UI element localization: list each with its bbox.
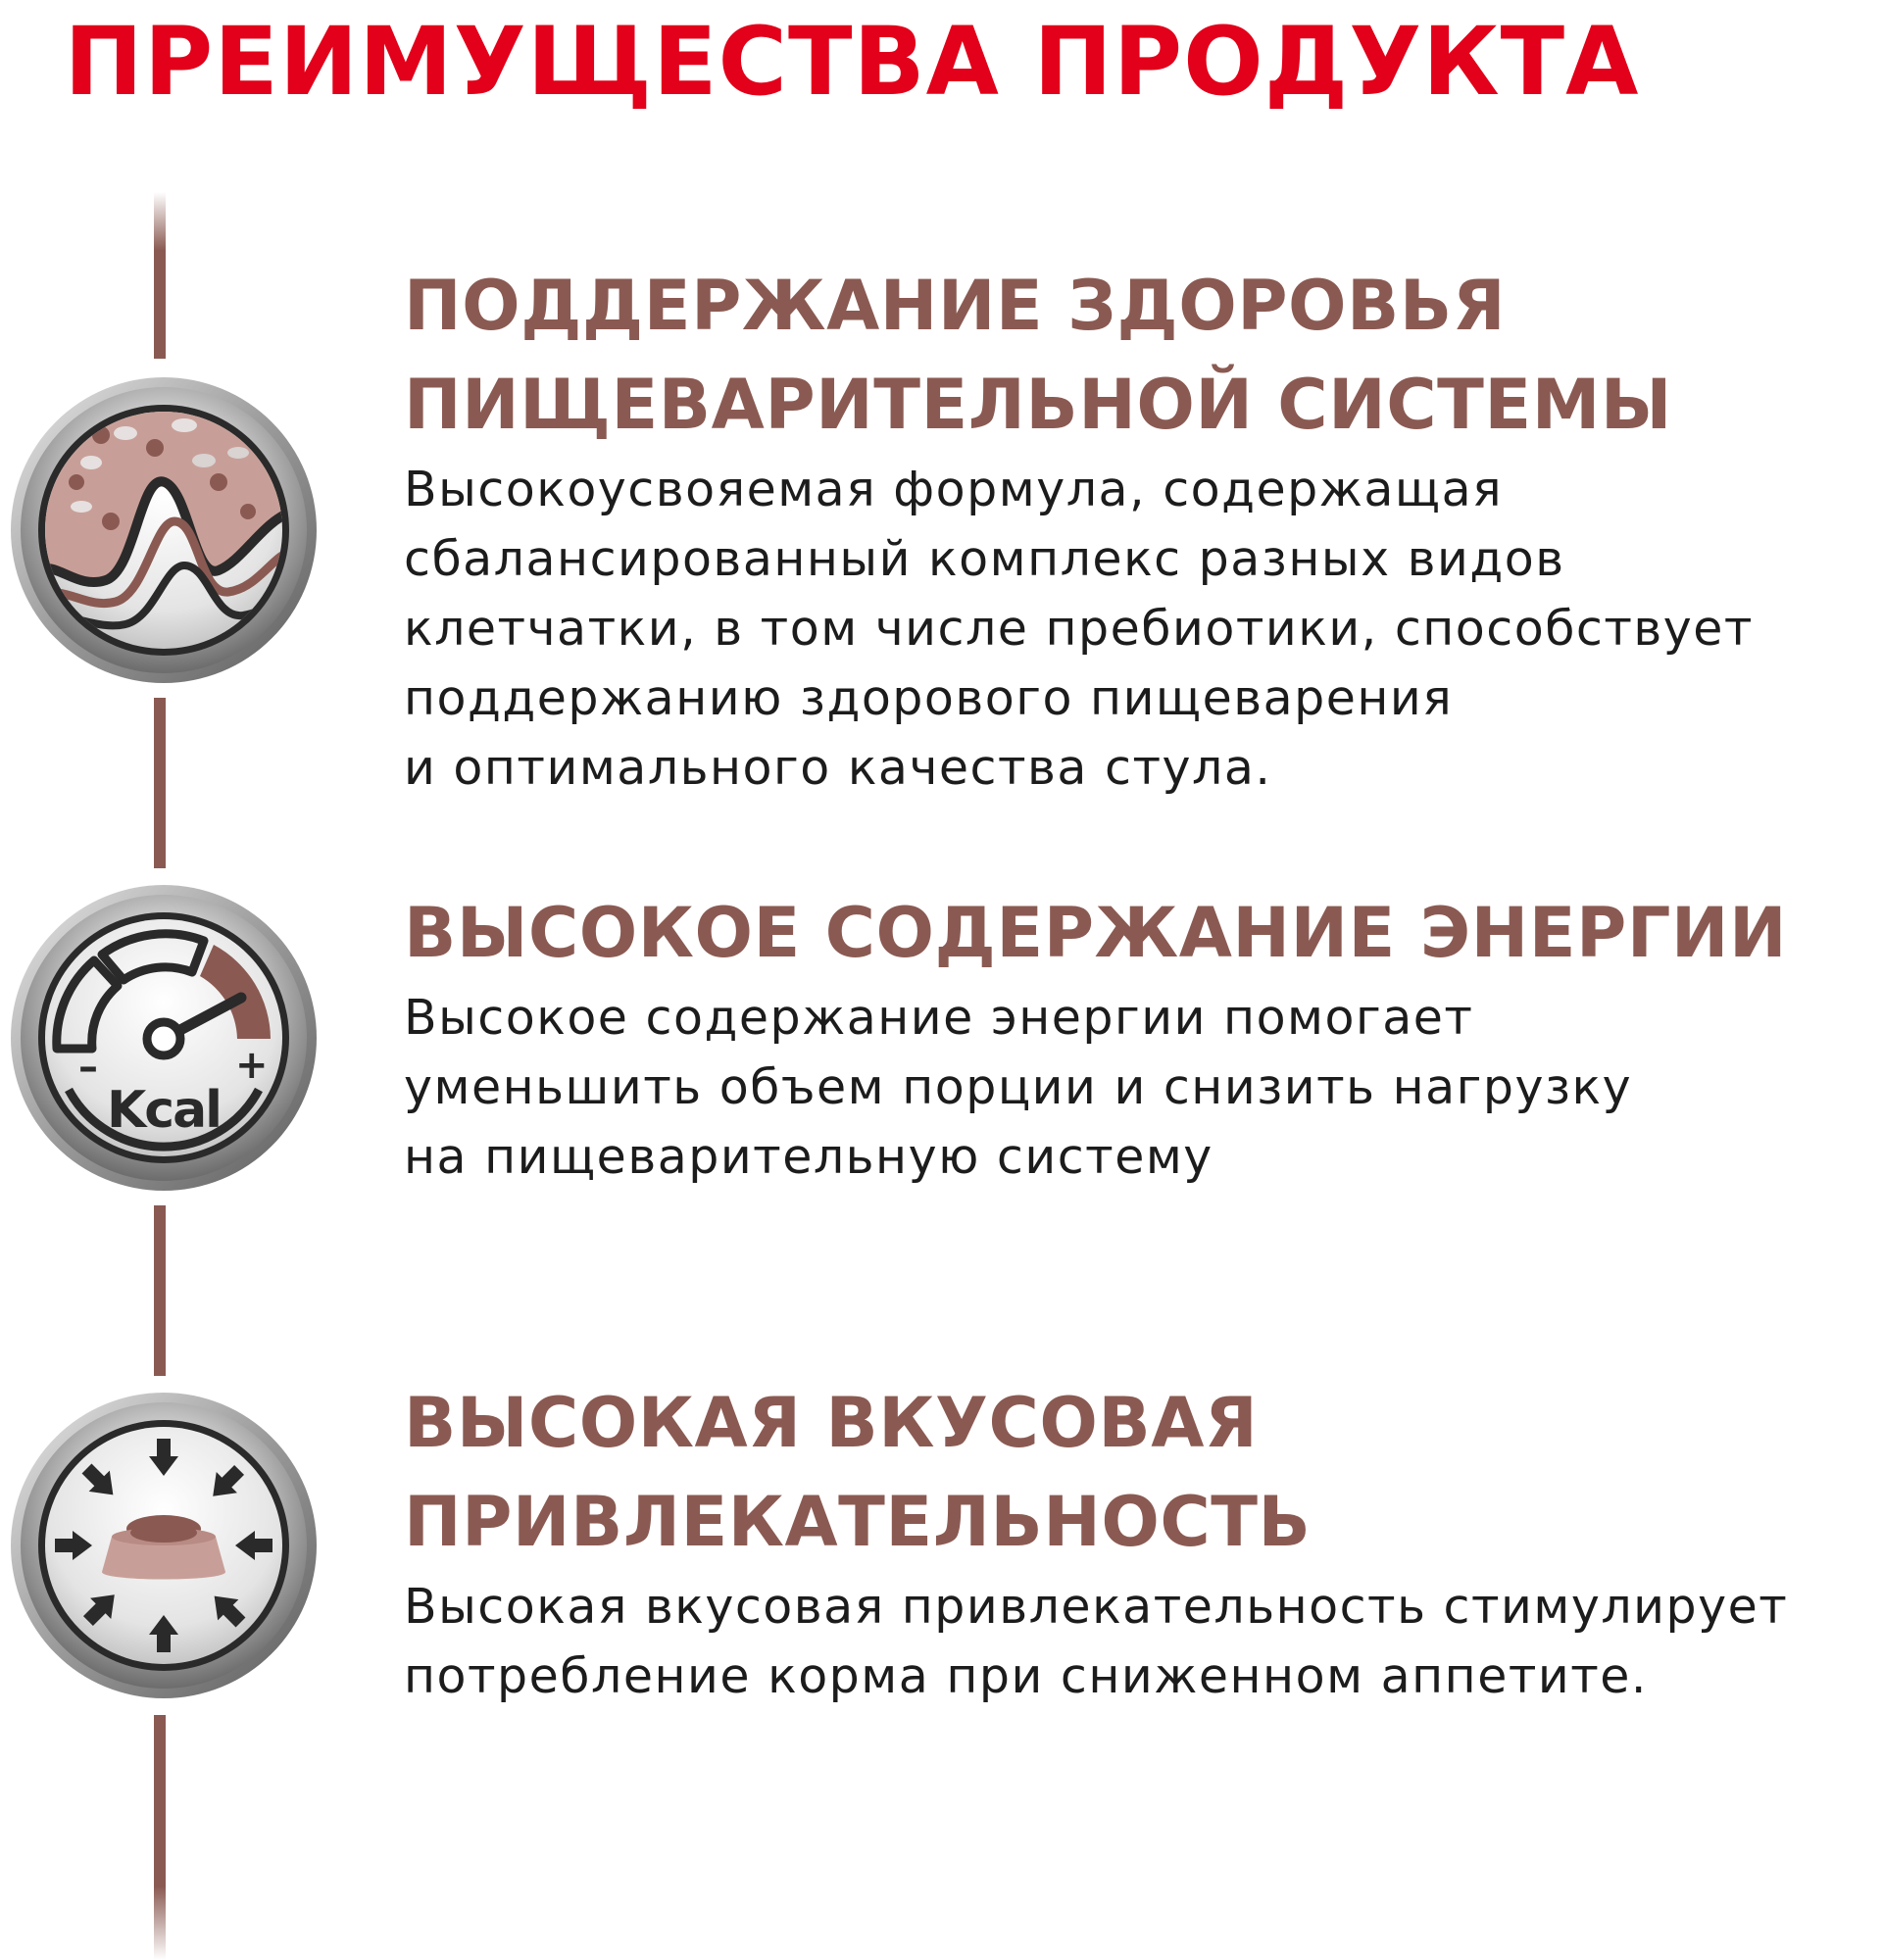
- benefit-description: Высокая вкусовая привлекательность стимулирует потребление корма при сниженном аппетите.: [404, 1579, 1789, 1704]
- gauge-minus-label: –: [78, 1045, 98, 1090]
- kcal-gauge-icon: [8, 882, 320, 1194]
- food-bowl-arrows-icon: [8, 1390, 320, 1701]
- timeline-line-segment: [154, 1205, 166, 1376]
- benefit-palatability: [404, 1374, 1855, 1711]
- timeline-line-top: [154, 192, 166, 359]
- benefit-high-energy: [404, 884, 1855, 1192]
- gauge-plus-label: +: [235, 1043, 269, 1088]
- timeline-line-segment: [154, 698, 166, 868]
- benefit-description: Высокоусвояемая формула, содержащая сбалансированный комплекс разных видов клетчатки, в том числе пребиотики, способствует поддержанию здорового пищеварения и оптимального качества стула.: [404, 462, 1754, 796]
- kcal-label: Kcal: [106, 1081, 222, 1140]
- benefit-title: ВЫСОКОЕ СОДЕРЖАНИЕ ЭНЕРГИИ: [404, 893, 1788, 973]
- benefit-digestive-health: [404, 257, 1855, 803]
- digestive-wave-icon: [8, 374, 320, 686]
- benefit-title: ПОДДЕРЖАНИЕ ЗДОРОВЬЯ ПИЩЕВАРИТЕЛЬНОЙ СИСТЕМЫ: [404, 266, 1672, 445]
- benefit-description: Высокое содержание энергии помогает уменьшить объем порции и снизить нагрузку на пищеварительную систему: [404, 990, 1633, 1185]
- timeline-line-bottom: [154, 1715, 166, 1960]
- page-title: ПРЕИМУЩЕСТВА ПРОДУКТА: [64, 7, 1640, 117]
- benefit-title: ВЫСОКАЯ ВКУСОВАЯ ПРИВЛЕКАТЕЛЬНОСТЬ: [404, 1383, 1312, 1562]
